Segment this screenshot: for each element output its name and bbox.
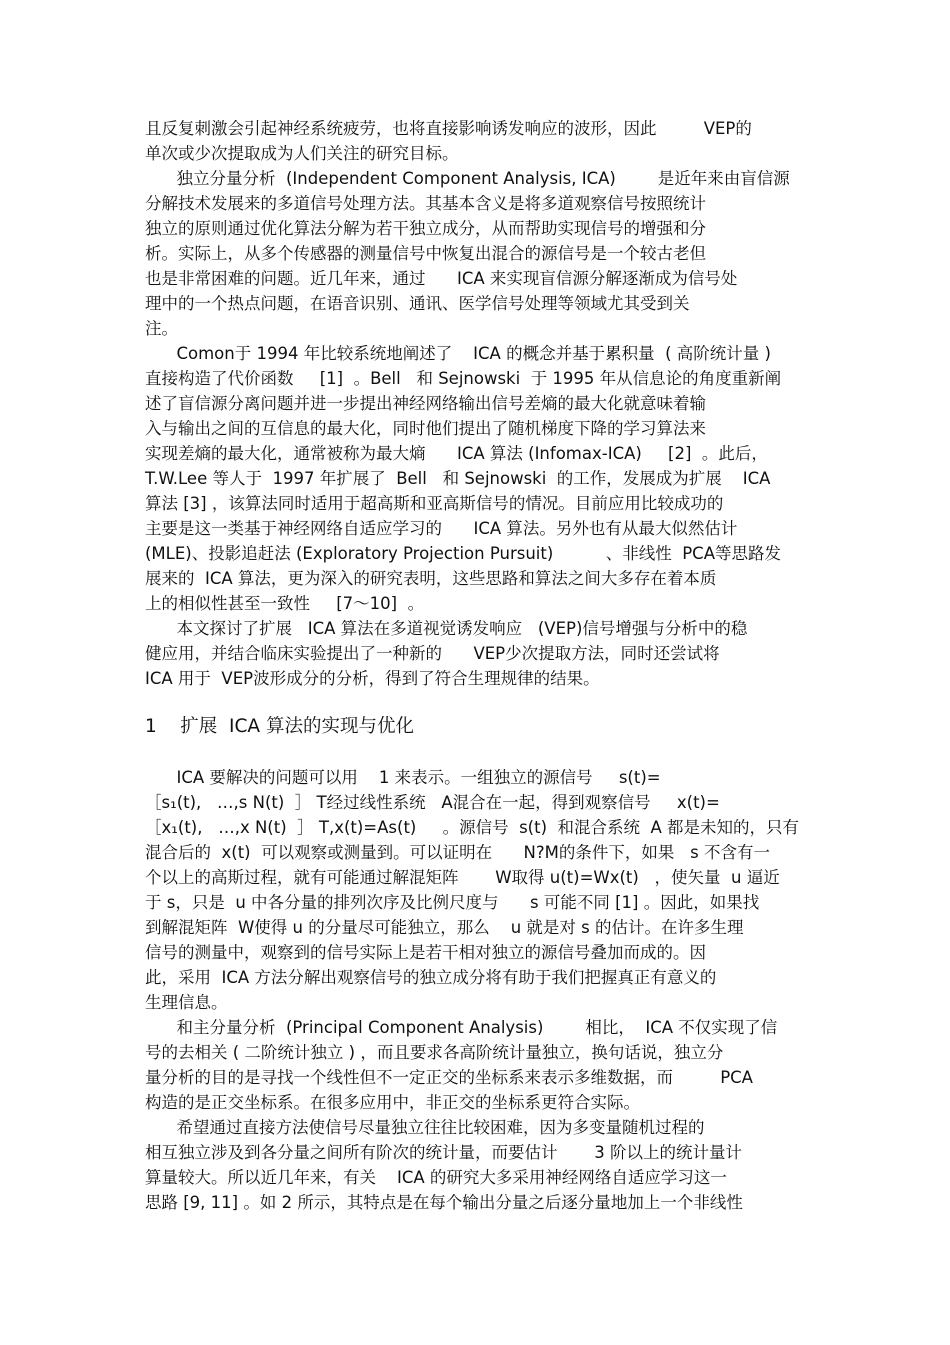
text-line: 注。 <box>145 319 178 338</box>
text-line: 析。实际上，从多个传感器的测量信号中恢复出混合的源信号是一个较古老但 <box>145 244 706 263</box>
text-line: 分解技术发展来的多道信号处理方法。其基本含义是将多道观察信号按照统计 <box>145 194 706 213</box>
text-line: 相互独立涉及到各分量之间所有阶次的统计量，而要估计 3 阶以上的统计量计 <box>145 1143 742 1162</box>
text-line: 入与输出之间的互信息的最大化，同时他们提出了随机梯度下降的学习算法来 <box>145 419 706 438</box>
text-line: 上的相似性甚至一致性 [7～10] 。 <box>145 594 425 613</box>
text-line: 算法 [3] ，该算法同时适用于超高斯和亚高斯信号的情况。目前应用比较成功的 <box>145 494 724 513</box>
text-line: Comon于 1994 年比较系统地阐述了 ICA 的概念并基于累积量 ( 高阶统计量 ) <box>145 344 771 363</box>
text-line: 主要是这一类基于神经网络自适应学习的 ICA 算法。另外也有从最大似然估计 <box>145 519 738 538</box>
text-line: 直接构造了代价函数 [1] 。Bell 和 Sejnowski 于 1995 年从信息论的角度重新阐 <box>145 369 782 388</box>
text-line: 算量较大。所以近几年来，有关 ICA 的研究大多采用神经网络自适应学习这一 <box>145 1168 727 1187</box>
text-line: 且反复刺激会引起神经系统疲劳，也将直接影响诱发响应的波形，因此 VEP的 <box>145 119 752 138</box>
text-line: 到解混矩阵 W使得 u 的分量尽可能独立，那么 u 就是对 s 的估计。在许多生理 <box>145 918 744 937</box>
text-line: ［s₁(t), …,s N(t) ］ T经过线性系统 A混合在一起，得到观察信号 x(t)= <box>145 793 720 812</box>
text-line: 理中的一个热点问题，在语音识别、通讯、医学信号处理等领域尤其受到关 <box>145 294 690 313</box>
text-line: 述了盲信源分离问题并进一步提出神经网络输出信号差熵的最大化就意味着输 <box>145 394 706 413</box>
text-line: 本文探讨了扩展 ICA 算法在多道视觉诱发响应 (VEP)信号增强与分析中的稳 <box>145 619 748 638</box>
text-line: 号的去相关 ( 二阶统计独立 ) ，而且要求各高阶统计量独立，换句话说，独立分 <box>145 1043 724 1062</box>
text-line: T.W.Lee 等人于 1997 年扩展了 Bell 和 Sejnowski 的工作，发展成为扩展 ICA <box>145 469 771 488</box>
text-line: 希望通过直接方法使信号尽量独立往往比较困难，因为多变量随机过程的 <box>145 1118 705 1137</box>
text-line: 此，采用 ICA 方法分解出观察信号的独立成分将有助于我们把握真正有意义的 <box>145 968 717 987</box>
text-line: 个以上的高斯过程，就有可能通过解混矩阵 W取得 u(t)=Wx(t) ，使矢量 u 逼近 <box>145 868 780 887</box>
text-line: ［x₁(t), …,x N(t) ］ T,x(t)=As(t) 。源信号 s(t) 和混合系统 A 都是未知的，只有 <box>145 818 800 837</box>
text-line: 健应用，并结合临床实验提出了一种新的 VEP少次提取方法，同时还尝试将 <box>145 644 720 663</box>
section-heading: 1 扩展 ICA 算法的实现与优化 <box>145 716 414 737</box>
text-line: 思路 [9, 11] 。如 2 所示，其特点是在每个输出分量之后逐分量地加上一个非线性 <box>145 1193 743 1212</box>
text-line: 单次或少次提取成为人们关注的研究目标。 <box>145 144 459 163</box>
text-line: 独立的原则通过优化算法分解为若干独立成分，从而帮助实现信号的增强和分 <box>145 219 706 238</box>
text-line: 信号的测量中，观察到的信号实际上是若干相对独立的源信号叠加而成的。因 <box>145 943 706 962</box>
text-line: 独立分量分析 (Independent Component Analysis, ICA) 是近年来由盲信源 <box>145 169 790 188</box>
text-line: ICA 用于 VEP波形成分的分析，得到了符合生理规律的结果。 <box>145 669 600 688</box>
text-line: 于 s，只是 u 中各分量的排列次序及比例尺度与 s 可能不同 [1] 。因此，如果找 <box>145 893 760 912</box>
text-line: 展来的 ICA 算法，更为深入的研究表明，这些思路和算法之间大多存在着本质 <box>145 569 717 588</box>
text-line: 实现差熵的最大化，通常被称为最大熵 ICA 算法 (Infomax-ICA) [2] 。此后， <box>145 444 768 463</box>
text-line: 量分析的目的是寻找一个线性但不一定正交的坐标系来表示多维数据，而 PCA <box>145 1068 753 1087</box>
text-line: ICA 要解决的问题可以用 1 来表示。一组独立的源信号 s(t)= <box>145 768 661 787</box>
text-line: 也是非常困难的问题。近几年来，通过 ICA 来实现盲信源分解逐渐成为信号处 <box>145 269 738 288</box>
text-line: 构造的是正交坐标系。在很多应用中，非正交的坐标系更符合实际。 <box>145 1093 640 1112</box>
text-line: 生理信息。 <box>145 993 228 1012</box>
text-line: 混合后的 x(t) 可以观察或测量到。可以证明在 N?M的条件下，如果 s 不含有一 <box>145 843 770 862</box>
text-line: (MLE)、投影追赶法 (Exploratory Projection Pursuit) 、非线性 PCA等思路发 <box>145 544 781 563</box>
text-line: 和主分量分析 (Principal Component Analysis) 相比， ICA 不仅实现了信 <box>145 1018 778 1037</box>
